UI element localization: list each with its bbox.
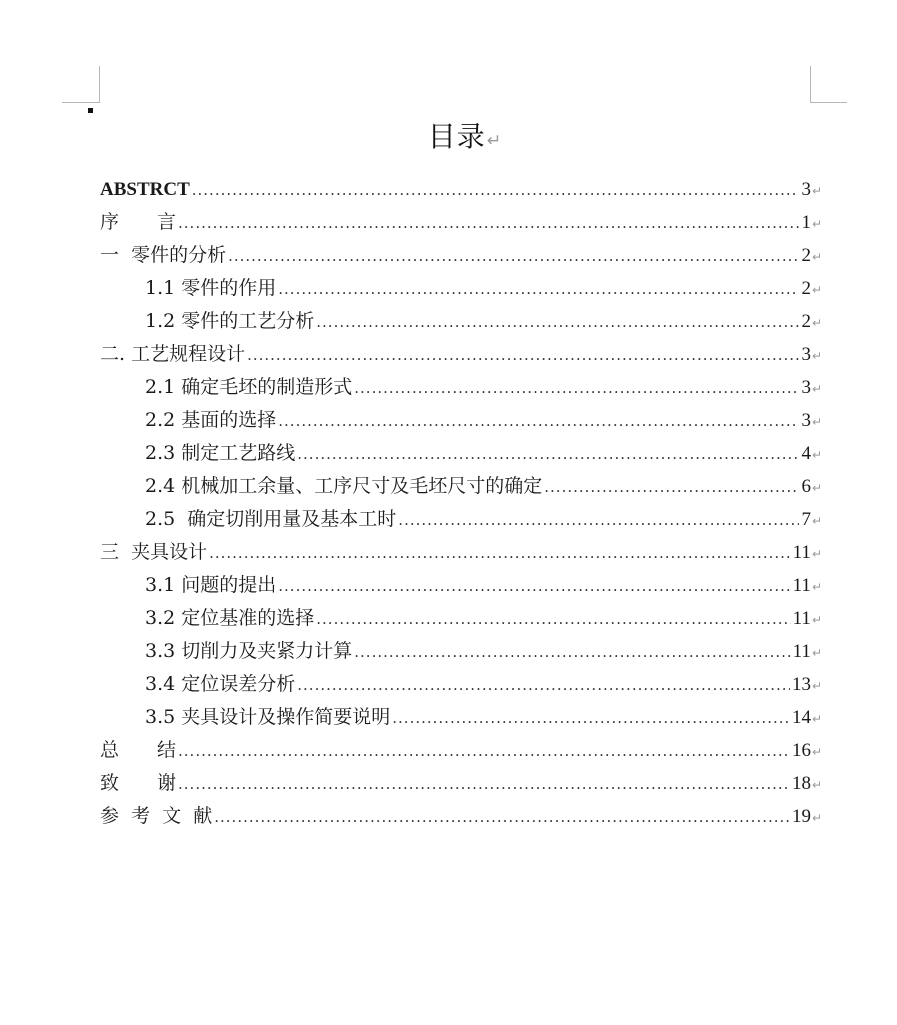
- toc-entry-page-number: [801, 173, 822, 208]
- page-number-text: 3: [801, 377, 811, 398]
- paragraph-mark-icon: ↵: [811, 679, 822, 693]
- page-number-text: 6: [801, 476, 811, 497]
- toc-entry-label[interactable]: 致 谢: [100, 772, 177, 794]
- toc-entry-page-number: [801, 206, 822, 241]
- toc-entry[interactable]: [100, 503, 822, 536]
- page-number-text: 18: [791, 773, 811, 794]
- paragraph-mark-icon: ↵: [811, 184, 822, 198]
- toc-entry[interactable]: [100, 668, 822, 701]
- paragraph-mark-icon: ↵: [811, 580, 822, 594]
- toc-heading-text: 目录: [427, 120, 486, 153]
- toc-entry-page-number: [792, 800, 822, 835]
- toc-entry-page-number: [792, 668, 822, 703]
- paragraph-mark-icon: ↵: [811, 250, 822, 264]
- toc-entry-label[interactable]: ABSTRCT: [100, 179, 190, 200]
- page-number-text: 2: [801, 245, 811, 266]
- paragraph-mark-icon: ↵: [811, 382, 822, 396]
- crop-mark-top-right: [810, 66, 811, 103]
- toc-entry-page-number: [801, 371, 822, 406]
- toc-entry[interactable]: [100, 305, 822, 338]
- page-number-text: 3: [801, 344, 811, 365]
- toc-entry[interactable]: [100, 272, 822, 305]
- paragraph-mark-icon: ↵: [811, 712, 822, 726]
- toc-entry-label[interactable]: 三 夹具设计: [100, 541, 208, 563]
- paragraph-mark-icon: ↵: [811, 349, 822, 363]
- page-number-text: 2: [801, 278, 811, 299]
- toc-entry[interactable]: [100, 734, 822, 767]
- paragraph-mark-icon: ↵: [486, 131, 503, 151]
- toc-dot-leader: [278, 570, 790, 603]
- page-number-text: 11: [792, 542, 811, 563]
- toc-dot-leader: [544, 471, 799, 504]
- toc-entry-label[interactable]: 3.5 夹具设计及操作简要说明: [145, 706, 391, 728]
- paragraph-mark-icon: ↵: [811, 547, 822, 561]
- page-number-text: 4: [801, 443, 811, 464]
- paragraph-mark-icon: ↵: [811, 646, 822, 660]
- toc-entry-page-number: [792, 734, 822, 769]
- table-of-contents: [100, 173, 822, 833]
- crop-mark-top-left: [62, 102, 99, 103]
- toc-entry-label[interactable]: 1.1 零件的作用: [145, 277, 277, 299]
- paragraph-mark-icon: ↵: [811, 415, 822, 429]
- toc-entry-page-number: [801, 305, 822, 340]
- toc-entry-page-number: [793, 536, 822, 571]
- toc-entry-label[interactable]: 参 考 文 献: [100, 805, 213, 827]
- toc-entry[interactable]: [100, 635, 822, 668]
- toc-dot-leader: [178, 207, 799, 240]
- toc-dot-leader: [228, 240, 799, 273]
- toc-dot-leader: [354, 372, 799, 405]
- toc-entry[interactable]: [100, 206, 822, 239]
- toc-entry-page-number: [801, 470, 822, 505]
- toc-entry[interactable]: [100, 338, 822, 371]
- toc-entry-label[interactable]: 2.4 机械加工余量、工序尺寸及毛坯尺寸的确定: [145, 475, 543, 497]
- toc-dot-leader: [192, 174, 800, 207]
- page-number-text: 3: [801, 179, 811, 200]
- toc-dot-leader: [278, 273, 799, 306]
- page-number-text: 7: [801, 509, 811, 530]
- toc-entry-label[interactable]: 序 言: [100, 211, 177, 233]
- toc-entry[interactable]: [100, 767, 822, 800]
- toc-entry[interactable]: [100, 536, 822, 569]
- toc-dot-leader: [398, 504, 799, 537]
- toc-entry[interactable]: [100, 371, 822, 404]
- page-number-text: 11: [792, 575, 811, 596]
- paragraph-mark-icon: ↵: [811, 514, 822, 528]
- toc-dot-leader: [278, 405, 799, 438]
- crop-mark-top-right: [810, 102, 847, 103]
- toc-entry-label[interactable]: 2.2 基面的选择: [145, 409, 277, 431]
- toc-dot-leader: [178, 735, 790, 768]
- paragraph-mark-icon: ↵: [811, 778, 822, 792]
- crop-mark-top-left: [99, 66, 100, 103]
- toc-entry-page-number: [801, 437, 822, 472]
- object-anchor-icon: [88, 108, 93, 113]
- toc-entry[interactable]: [100, 404, 822, 437]
- toc-entry-page-number: [801, 503, 822, 538]
- toc-dot-leader: [316, 306, 799, 339]
- toc-entry-page-number: [801, 338, 822, 373]
- toc-entry-page-number: [793, 635, 822, 670]
- toc-entry[interactable]: [100, 173, 822, 206]
- toc-entry-page-number: [793, 569, 822, 604]
- toc-entry-label[interactable]: 3.3 切削力及夹紧力计算: [145, 640, 353, 662]
- page-number-text: 2: [801, 311, 811, 332]
- toc-heading: [0, 118, 897, 160]
- toc-dot-leader: [178, 768, 790, 801]
- toc-entry-page-number: [793, 602, 822, 637]
- paragraph-mark-icon: ↵: [811, 481, 822, 495]
- toc-entry-label[interactable]: 1.2 零件的工艺分析: [145, 310, 315, 332]
- page-number-text: 19: [791, 806, 811, 827]
- page-number-text: 11: [792, 641, 811, 662]
- toc-entry[interactable]: [100, 239, 822, 272]
- paragraph-mark-icon: ↵: [811, 217, 822, 231]
- paragraph-mark-icon: ↵: [811, 448, 822, 462]
- page-number-text: 3: [801, 410, 811, 431]
- paragraph-mark-icon: ↵: [811, 745, 822, 759]
- toc-entry[interactable]: [100, 602, 822, 635]
- toc-entry-page-number: [801, 239, 822, 274]
- toc-entry-label[interactable]: 2.3 制定工艺路线: [145, 442, 296, 464]
- page-number-text: 1: [801, 212, 811, 233]
- toc-entry-label[interactable]: 2.1 确定毛坯的制造形式: [145, 376, 353, 398]
- toc-entry-label[interactable]: 3.2 定位基准的选择: [145, 607, 315, 629]
- toc-entry[interactable]: [100, 800, 822, 833]
- toc-entry-page-number: [801, 404, 822, 439]
- toc-entry[interactable]: [100, 437, 822, 470]
- page-number-text: 14: [791, 707, 811, 728]
- page-number-text: 11: [792, 608, 811, 629]
- page-number-text: 16: [791, 740, 811, 761]
- toc-entry-page-number: [792, 701, 822, 736]
- toc-entry[interactable]: [100, 569, 822, 602]
- toc-dot-leader: [247, 339, 799, 372]
- toc-entry-page-number: [801, 272, 822, 307]
- toc-dot-leader: [316, 603, 790, 636]
- toc-dot-leader: [209, 537, 791, 570]
- toc-entry-label[interactable]: 一 零件的分析: [100, 244, 227, 266]
- toc-dot-leader: [297, 669, 790, 702]
- toc-entry-label[interactable]: 2.5 确定切削用量及基本工时: [145, 508, 397, 530]
- paragraph-mark-icon: ↵: [811, 283, 822, 297]
- toc-entry[interactable]: [100, 470, 822, 503]
- toc-entry-page-number: [792, 767, 822, 802]
- toc-entry-label[interactable]: 二. 工艺规程设计: [100, 343, 246, 365]
- toc-entry-label[interactable]: 3.4 定位误差分析: [145, 673, 296, 695]
- paragraph-mark-icon: ↵: [811, 811, 822, 825]
- toc-dot-leader: [297, 438, 799, 471]
- paragraph-mark-icon: ↵: [811, 613, 822, 627]
- toc-dot-leader: [392, 702, 790, 735]
- toc-entry[interactable]: [100, 701, 822, 734]
- toc-dot-leader: [354, 636, 790, 669]
- toc-dot-leader: [214, 801, 790, 834]
- toc-entry-label[interactable]: 3.1 问题的提出: [145, 574, 277, 596]
- paragraph-mark-icon: ↵: [811, 316, 822, 330]
- page-number-text: 13: [791, 674, 811, 695]
- toc-entry-label[interactable]: 总 结: [100, 739, 177, 761]
